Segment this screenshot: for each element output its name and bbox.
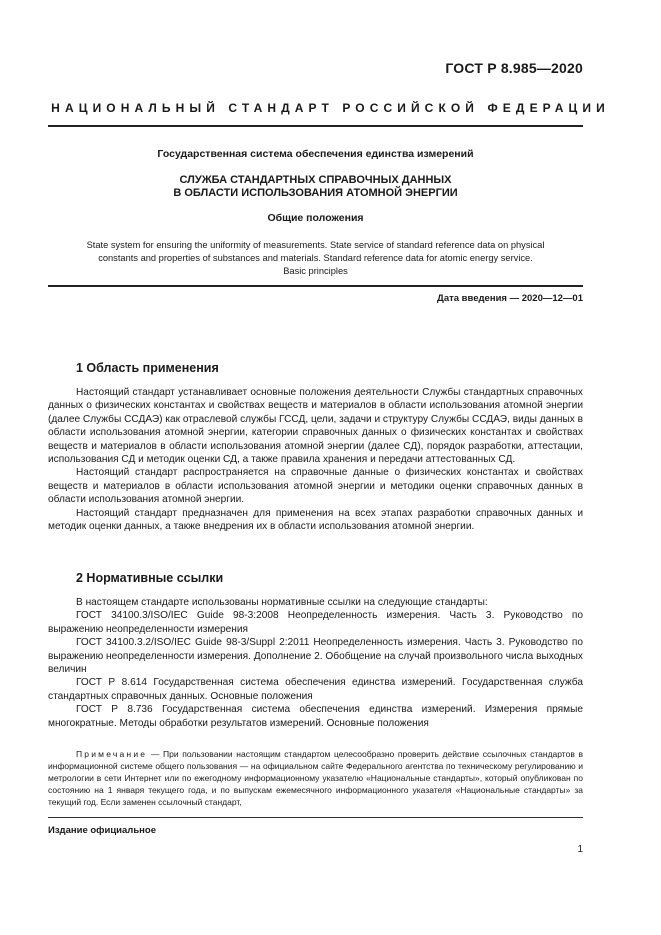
section-1-body <box>48 386 583 533</box>
footer-divider <box>48 817 583 818</box>
main-title-line-2: В ОБЛАСТИ ИСПОЛЬЗОВАНИЯ АТОМНОЙ ЭНЕРГИИ <box>173 187 458 199</box>
note-text: — При пользовании настоящим стандартом целесообразно проверить действие ссылочных стандартов в информационной системе общего пользования — на официальном сайте Федерального агентства по техническому регулированию и метрологии в сети Интернет или по ежегодному информационному указателю «Национальные стандарты», который опубликован по состоянию на 1 января текущего года, и по выпускам ежемесячного информационного указателя «Национальные стандарты» за текущий год. Если заменен ссылочный стандарт, <box>48 749 583 807</box>
reference-item: ГОСТ Р 8.736 Государственная система обеспечения единства измерений. Измерения прямые многократные. Методы обработки результатов измерений. Основные положения <box>48 704 583 729</box>
edition-label: Издание официальное <box>48 825 156 836</box>
note-paragraph <box>48 748 583 808</box>
paragraph: Настоящий стандарт устанавливает основные положения деятельности Службы стандартных справочных данных о физических константах и свойствах веществ и материалов в области использования атомной энергии (далее Службы ССДАЭ) как отраслевой службы ГССД, цели, задачи и структуру Службы ССДАЭ, виды данных в области использования атомной энергии, категории справочных данных о физических константах и свойствах веществ и материалов в области использования атомной энергии (далее СД), порядок разработки, аттестации, использования СД и методик оценки СД, а также правила хранения и передачи аттестованных СД. <box>48 387 583 466</box>
paragraph: В настоящем стандарте использованы нормативные ссылки на следующие стандарты: <box>76 597 488 608</box>
main-title-line-1: СЛУЖБА СТАНДАРТНЫХ СПРАВОЧНЫХ ДАННЫХ <box>179 174 452 186</box>
paragraph: Настоящий стандарт предназначен для применения на всех этапах разработки справочных данных и методик оценки данных, а также внедрения их в области использования атомной энергии. <box>48 507 583 533</box>
section-2-body <box>48 596 583 730</box>
english-title <box>48 239 583 279</box>
english-title-line-1: State system for ensuring the uniformity of measurements. State service of standard reference data on physical <box>86 240 545 250</box>
reference-item: ГОСТ 34100.3.2/ISO/IEC Guide 98-3/Suppl 2:2011 Неопределенность измерения. Часть 3. Руководство по выражению неопределенности измерения. Дополнение 2. Обобщение на случай произвольного числа выходных величин <box>48 637 583 676</box>
main-title <box>48 174 583 200</box>
page-number: 1 <box>577 844 583 855</box>
doc-number: ГОСТ Р 8.985—2020 <box>445 60 583 76</box>
title-divider-top <box>48 125 583 127</box>
note-label: Примечание <box>76 749 148 759</box>
reference-item: ГОСТ 34100.3/ISO/IEC Guide 98-3:2008 Неопределенность измерения. Часть 3. Руководство по выражению неопределенности измерения <box>48 610 583 635</box>
intro-date: Дата введения — 2020—12—01 <box>437 293 583 304</box>
reference-item: ГОСТ Р 8.614 Государственная система обеспечения единства измерений. Государственная служба стандартных справочных данных. Основные положения <box>48 677 583 702</box>
title-divider-bottom <box>48 285 583 287</box>
system-title: Государственная система обеспечения единства измерений <box>157 148 474 160</box>
subtitle: Общие положения <box>267 212 364 224</box>
english-title-line-3: Basic principles <box>283 266 348 277</box>
national-standard-title: НАЦИОНАЛЬНЫЙ СТАНДАРТ РОССИЙСКОЙ ФЕДЕРАЦИИ <box>51 101 610 115</box>
english-title-line-2: constants and properties of substances and materials. Standard reference data for atomic energy service. <box>98 253 533 264</box>
paragraph: Настоящий стандарт распространяется на справочные данные о физических константах и свойствах веществ и материалов в области использования атомной энергии и методики оценки справочных данных в области использования атомной энергии. <box>48 467 583 506</box>
note <box>48 748 583 808</box>
section-1-heading: 1 Область применения <box>76 361 219 375</box>
section-2-heading: 2 Нормативные ссылки <box>76 571 224 585</box>
